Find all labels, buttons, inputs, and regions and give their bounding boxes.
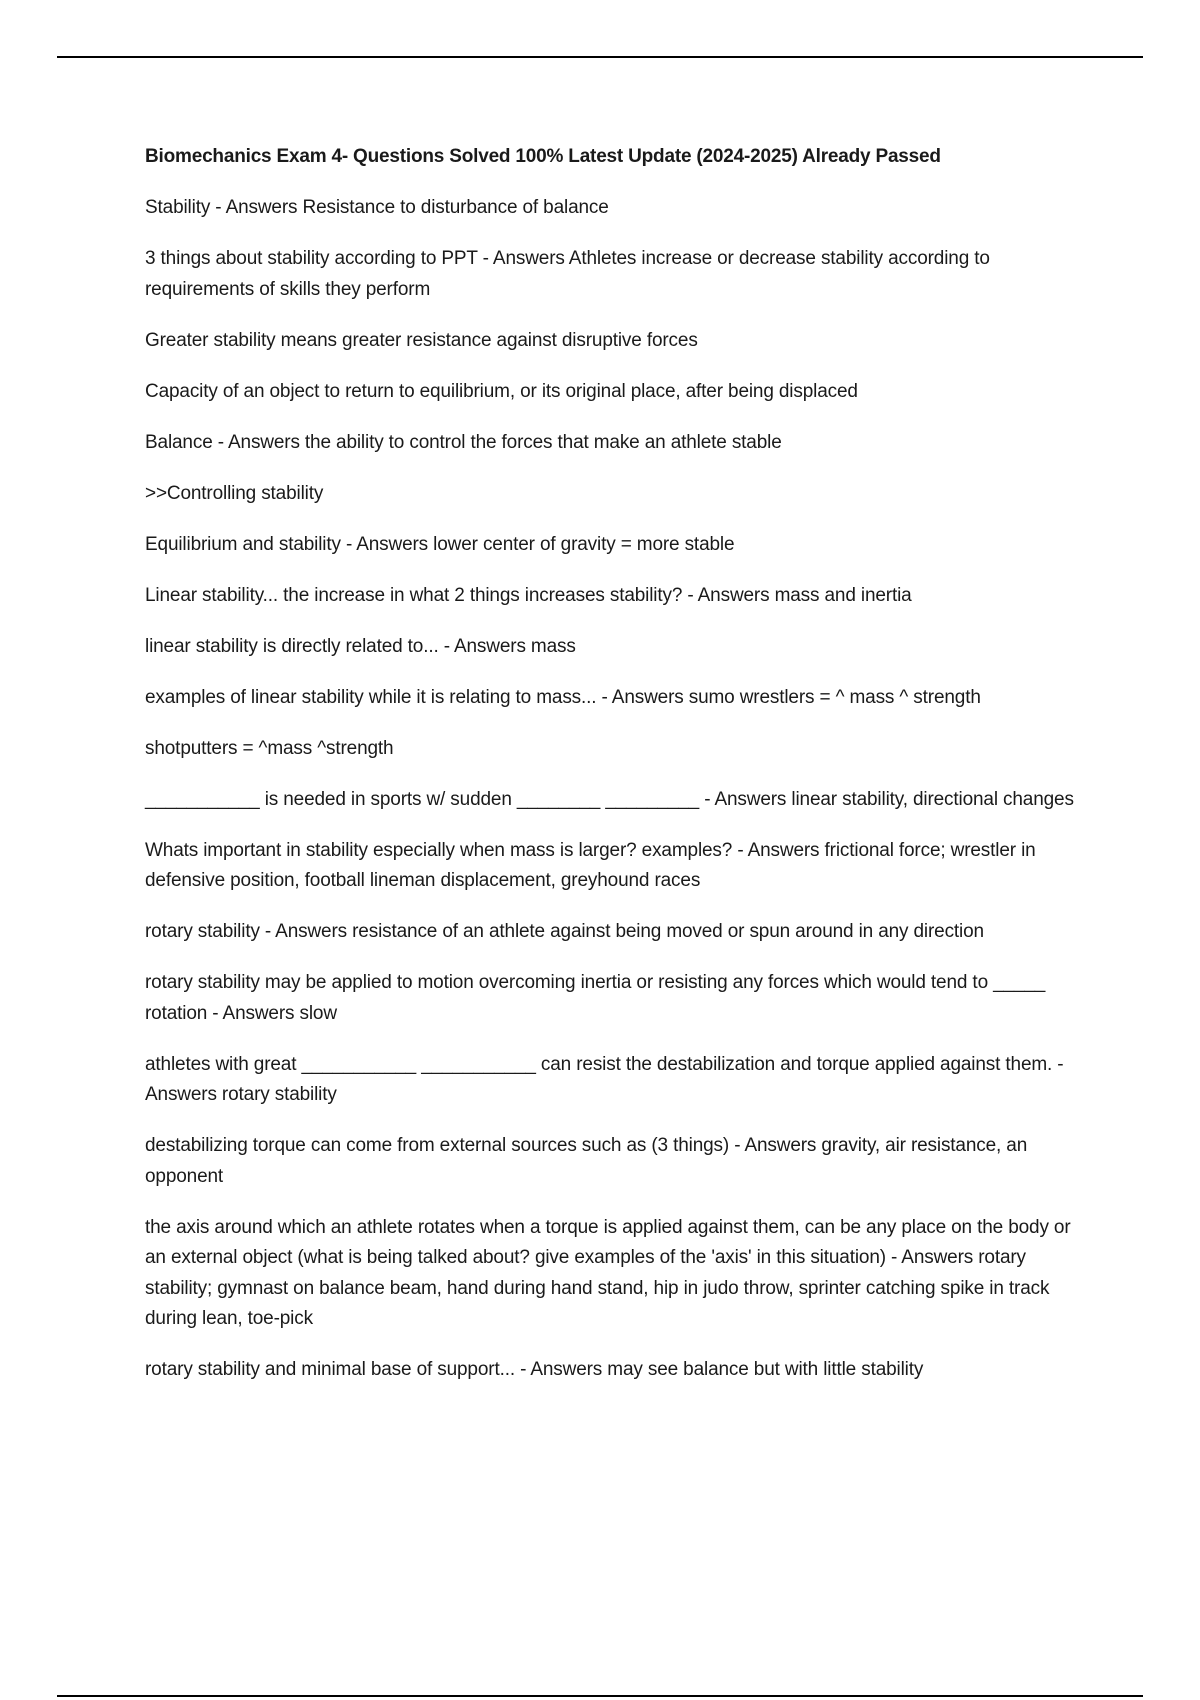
paragraph-rotary-motion: rotary stability may be applied to motion overcoming inertia or resisting any forces which would tend to _____ rotation - Answers slow <box>145 972 1046 1024</box>
paragraph-equilibrium: Equilibrium and stability - Answers lower center of gravity = more stable <box>145 533 735 555</box>
paragraph-sudden-changes: ___________ is needed in sports w/ sudden ________ _________ - Answers linear stability, directional changes <box>145 788 1074 810</box>
paragraph-stability: Stability - Answers Resistance to disturbance of balance <box>145 197 609 218</box>
paragraph-greater-stability: Greater stability means greater resistance against disruptive forces <box>145 329 698 351</box>
paragraph-linear-stability-increase: Linear stability... the increase in what 2 things increases stability? - Answers mass and inertia <box>145 584 912 606</box>
paragraph-capacity: Capacity of an object to return to equilibrium, or its original place, after being displaced <box>145 380 858 402</box>
paragraph-linear-stability-related: linear stability is directly related to... - Answers mass <box>145 635 576 657</box>
paragraph-controlling-stability: >>Controlling stability <box>145 482 324 504</box>
top-rule <box>57 56 1143 58</box>
paragraph-minimal-base: rotary stability and minimal base of support... - Answers may see balance but with little stability <box>145 1359 924 1380</box>
document-title: Biomechanics Exam 4- Questions Solved 100% Latest Update (2024-2025) Already Passed <box>145 146 941 167</box>
paragraph-mass-larger: Whats important in stability especially when mass is larger? examples? - Answers frictional force; wrestler in defensive position, football lineman displacement, greyhound races <box>145 839 1036 891</box>
document-body <box>145 142 1085 1406</box>
paragraph-destabilizing-torque: destabilizing torque can come from external sources such as (3 things) - Answers gravity, air resistance, an opponent <box>145 1135 1028 1187</box>
paragraph-athletes-great: athletes with great ___________ ___________ can resist the destabilization and torque applied against them. - Answers rotary stability <box>145 1053 1064 1105</box>
paragraph-balance: Balance - Answers the ability to control the forces that make an athlete stable <box>145 431 782 453</box>
bottom-rule <box>57 1695 1143 1697</box>
paragraph-axis: the axis around which an athlete rotates when a torque is applied against them, can be any place on the body or an external object (what is being talked about? give examples of the 'axis' in this situation) - Answers rotary stability; gymnast on balance beam, hand during hand stand, hip in judo throw, sprinter catching spike in track during lean, toe-pick <box>145 1216 1071 1329</box>
paragraph-linear-stability-examples: examples of linear stability while it is relating to mass... - Answers sumo wrestlers = ^ mass ^ strength <box>145 686 981 708</box>
paragraph-stability-ppt: 3 things about stability according to PPT - Answers Athletes increase or decrease stability according to requirements of skills they perform <box>145 248 990 300</box>
paragraph-rotary-stability: rotary stability - Answers resistance of an athlete against being moved or spun around in any direction <box>145 921 984 942</box>
paragraph-shotputters: shotputters = ^mass ^strength <box>145 737 394 759</box>
